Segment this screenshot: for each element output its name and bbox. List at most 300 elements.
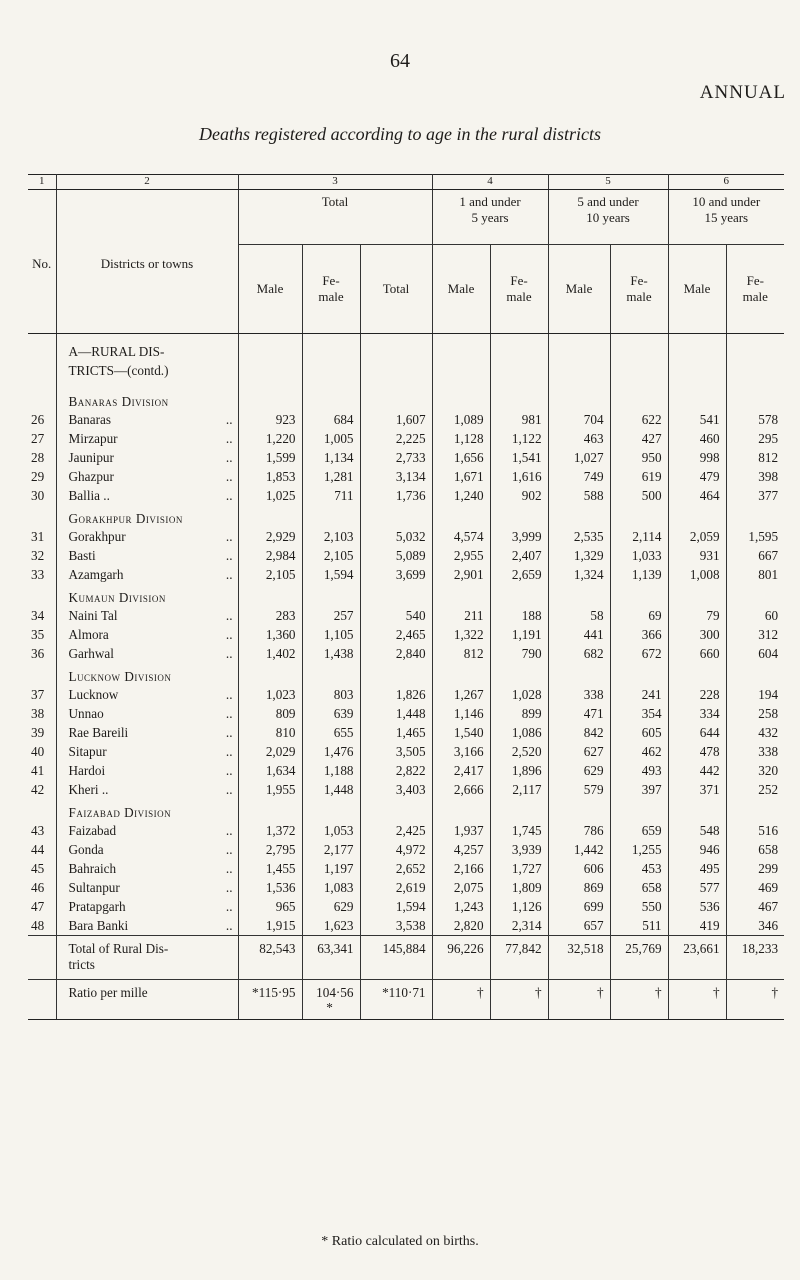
district-cell	[56, 467, 238, 486]
header-line: Fe-	[630, 273, 648, 288]
value-cell: 69	[610, 606, 668, 625]
district-name: Bara Banki	[68, 918, 129, 933]
district-name: Almora	[68, 627, 109, 642]
division-spacer	[28, 388, 56, 410]
value-cell: 1,053	[302, 821, 360, 840]
district-cell	[56, 840, 238, 859]
leader-dots: ..	[225, 763, 233, 778]
running-head: ANNUAL	[699, 82, 786, 103]
header-line: Fe-	[510, 273, 528, 288]
value-cell: 1,188	[302, 761, 360, 780]
value-cell: 1,616	[490, 467, 548, 486]
division-row	[28, 799, 784, 821]
value-cell: 2,225	[360, 429, 432, 448]
row-number: 30	[28, 486, 56, 505]
total-spacer	[28, 936, 56, 980]
value-cell: 639	[302, 704, 360, 723]
division-spacer	[28, 799, 56, 821]
value-cell: 2,619	[360, 878, 432, 897]
value-cell: 493	[610, 761, 668, 780]
value-cell: 4,574	[432, 527, 490, 546]
header-line: 1 and under	[459, 194, 521, 209]
division-row	[28, 505, 784, 527]
value-cell: 2,820	[432, 916, 490, 936]
table-row	[28, 448, 784, 467]
value-cell: 300	[668, 625, 726, 644]
value-cell: 1,243	[432, 897, 490, 916]
value-cell: 1,089	[432, 410, 490, 429]
value-cell: 1,465	[360, 723, 432, 742]
leader-dots: ..	[225, 529, 233, 544]
district-name: Pratapgarh	[68, 899, 126, 914]
ratio-label: Ratio per mille	[56, 980, 238, 1020]
value-cell: 1,322	[432, 625, 490, 644]
value-cell: 2,666	[432, 780, 490, 799]
value-cell: 1,329	[548, 546, 610, 565]
table-row	[28, 429, 784, 448]
value-cell: 619	[610, 467, 668, 486]
value-cell: 1,360	[238, 625, 302, 644]
district-cell	[56, 742, 238, 761]
leader-dots: ..	[225, 687, 233, 702]
ratio-text: †	[534, 985, 542, 1000]
value-cell: 3,134	[360, 467, 432, 486]
value-cell: 644	[668, 723, 726, 742]
ratio-spacer	[28, 980, 56, 1020]
value-cell: 371	[668, 780, 726, 799]
value-cell: 1,536	[238, 878, 302, 897]
value-cell: 1,540	[432, 723, 490, 742]
value-cell: 946	[668, 840, 726, 859]
header-age-5-10	[548, 190, 668, 245]
value-cell: 283	[238, 606, 302, 625]
value-cell: 899	[490, 704, 548, 723]
table-row	[28, 486, 784, 505]
value-cell: 842	[548, 723, 610, 742]
row-number: 48	[28, 916, 56, 936]
district-cell	[56, 878, 238, 897]
value-cell: 2,166	[432, 859, 490, 878]
table-row	[28, 780, 784, 799]
ratio-star: *	[326, 1000, 333, 1015]
col-number: 2	[56, 175, 238, 190]
col-number: 3	[238, 175, 432, 190]
value-cell: 704	[548, 410, 610, 429]
value-cell: 548	[668, 821, 726, 840]
value-cell: 902	[490, 486, 548, 505]
value-cell: 1,191	[490, 625, 548, 644]
value-cell: 467	[758, 899, 779, 914]
header-no: No.	[28, 190, 56, 334]
value-cell: 1,122	[490, 429, 548, 448]
value-cell: 397	[610, 780, 668, 799]
district-cell	[56, 780, 238, 799]
division-spacer	[28, 584, 56, 606]
value-cell: 2,105	[238, 565, 302, 584]
value-cell: 511	[610, 916, 668, 936]
value-cell: 354	[610, 704, 668, 723]
value-cell: 801	[758, 567, 779, 582]
district-name: Bahraich	[68, 861, 117, 876]
value-cell: 1,595	[748, 529, 779, 544]
value-cell: 479	[668, 467, 726, 486]
value-cell: 338	[548, 685, 610, 704]
district-name: Basti	[68, 548, 96, 563]
total-label-line: tricts	[68, 957, 95, 972]
header-female	[726, 245, 784, 334]
value-cell: 1,025	[238, 486, 302, 505]
leader-dots: ..	[225, 488, 233, 503]
value-cell: 3,999	[490, 527, 548, 546]
leader-dots: ..	[225, 823, 233, 838]
division-spacer	[28, 505, 56, 527]
value-cell: 803	[302, 685, 360, 704]
table-row	[28, 761, 784, 780]
value-cell: 1,541	[490, 448, 548, 467]
header-line: 5 and under	[577, 194, 639, 209]
value-cell: 1,594	[360, 897, 432, 916]
value-cell: 1,448	[302, 780, 360, 799]
value-cell: 442	[668, 761, 726, 780]
district-name: Ballia ..	[68, 488, 110, 503]
district-name: Lucknow	[68, 687, 119, 702]
division-name: Faizabad Division	[56, 799, 238, 821]
header-line: 15 years	[704, 210, 749, 225]
value-cell: 1,402	[238, 644, 302, 663]
value-cell: 981	[490, 410, 548, 429]
ratio-text: †	[596, 985, 604, 1000]
deaths-table	[28, 174, 784, 1020]
section-line: A—RURAL DIS-	[68, 344, 165, 359]
section-line: TRICTS—(contd.)	[68, 363, 169, 378]
row-number: 38	[28, 704, 56, 723]
row-number: 45	[28, 859, 56, 878]
district-name: Gonda	[68, 842, 104, 857]
value-cell: 1,853	[238, 467, 302, 486]
leader-dots: ..	[225, 450, 233, 465]
value-cell: 1,128	[432, 429, 490, 448]
leader-dots: ..	[225, 918, 233, 933]
total-value: 77,842	[490, 936, 548, 980]
table-row	[28, 625, 784, 644]
leader-dots: ..	[225, 646, 233, 661]
value-cell: 1,220	[238, 429, 302, 448]
value-cell: 1,623	[302, 916, 360, 936]
header-line: male	[626, 289, 652, 304]
row-number: 44	[28, 840, 56, 859]
row-number: 28	[28, 448, 56, 467]
col-number: 5	[548, 175, 668, 190]
row-number: 39	[28, 723, 56, 742]
ratio-value	[490, 980, 548, 1020]
value-cell: 500	[610, 486, 668, 505]
district-name: Ghazpur	[68, 469, 114, 484]
total-label-line: Total of Rural Dis-	[68, 941, 169, 956]
value-cell: 1,105	[302, 625, 360, 644]
value-cell: 366	[610, 625, 668, 644]
header-line: Fe-	[322, 273, 340, 288]
value-cell: 432	[758, 725, 779, 740]
value-cell: 2,984	[238, 546, 302, 565]
value-cell: 320	[758, 763, 779, 778]
value-cell: 2,117	[490, 780, 548, 799]
value-cell: 2,659	[490, 565, 548, 584]
district-cell	[56, 704, 238, 723]
table-row	[28, 565, 784, 584]
value-cell: 578	[758, 412, 779, 427]
district-cell	[56, 625, 238, 644]
value-cell: 295	[758, 431, 779, 446]
value-cell: 2,417	[432, 761, 490, 780]
leader-dots: ..	[225, 548, 233, 563]
value-cell: 1,083	[302, 878, 360, 897]
value-cell: 211	[432, 606, 490, 625]
value-cell: 1,727	[490, 859, 548, 878]
header-total-group: Total	[238, 190, 432, 245]
value-cell: 2,520	[490, 742, 548, 761]
value-cell: 453	[610, 859, 668, 878]
value-cell: 672	[610, 644, 668, 663]
value-cell: 869	[548, 878, 610, 897]
value-cell: 79	[668, 606, 726, 625]
value-cell: 629	[302, 897, 360, 916]
district-name: Rae Bareili	[68, 725, 129, 740]
row-number: 46	[28, 878, 56, 897]
value-cell: 1,005	[302, 429, 360, 448]
value-cell: 711	[302, 486, 360, 505]
district-name: Azamgarh	[68, 567, 124, 582]
value-cell: 2,901	[432, 565, 490, 584]
value-cell: 682	[548, 644, 610, 663]
ratio-text: 104·56	[316, 985, 354, 1000]
ratio-text: †	[476, 985, 484, 1000]
value-cell: 2,075	[432, 878, 490, 897]
value-cell: 1,146	[432, 704, 490, 723]
header-female	[490, 245, 548, 334]
value-cell: 1,476	[302, 742, 360, 761]
value-cell: 1,027	[548, 448, 610, 467]
table-row	[28, 840, 784, 859]
value-cell: 3,699	[360, 565, 432, 584]
leader-dots: ..	[225, 608, 233, 623]
value-cell: 627	[548, 742, 610, 761]
header-male: Male	[432, 245, 490, 334]
value-cell: 790	[490, 644, 548, 663]
row-number: 41	[28, 761, 56, 780]
value-cell: 258	[758, 706, 779, 721]
district-name: Jaunipur	[68, 450, 114, 465]
value-cell: 1,915	[238, 916, 302, 936]
value-cell: 809	[238, 704, 302, 723]
row-number: 26	[28, 410, 56, 429]
value-cell: 60	[764, 608, 779, 623]
value-cell: 1,139	[610, 565, 668, 584]
value-cell: 658	[758, 842, 779, 857]
leader-dots: ..	[225, 412, 233, 427]
value-cell: 2,840	[360, 644, 432, 663]
table-row	[28, 704, 784, 723]
value-cell: 2,059	[668, 527, 726, 546]
leader-dots: ..	[225, 880, 233, 895]
value-cell: 577	[668, 878, 726, 897]
value-cell: 241	[610, 685, 668, 704]
value-cell: 660	[668, 644, 726, 663]
section-heading	[56, 334, 238, 389]
value-cell: 2,103	[302, 527, 360, 546]
value-cell: 965	[238, 897, 302, 916]
header-male: Male	[548, 245, 610, 334]
header-male: Male	[238, 245, 302, 334]
total-label	[56, 936, 238, 980]
table-row	[28, 742, 784, 761]
leader-dots: ..	[225, 899, 233, 914]
value-cell: 1,008	[668, 565, 726, 584]
district-cell	[56, 821, 238, 840]
row-number: 32	[28, 546, 56, 565]
value-cell: 312	[758, 627, 779, 642]
ratio-text: †	[654, 985, 662, 1000]
value-cell: 1,023	[238, 685, 302, 704]
value-cell: 4,257	[432, 840, 490, 859]
value-cell: 2,177	[302, 840, 360, 859]
table-row	[28, 723, 784, 742]
value-cell: 1,955	[238, 780, 302, 799]
district-name: Garhwal	[68, 646, 114, 661]
header-female	[610, 245, 668, 334]
district-name: Unnao	[68, 706, 104, 721]
header-male: Male	[668, 245, 726, 334]
value-cell: 3,166	[432, 742, 490, 761]
value-cell: 2,652	[360, 859, 432, 878]
leader-dots: ..	[225, 861, 233, 876]
col-number: 4	[432, 175, 548, 190]
district-cell	[56, 859, 238, 878]
value-cell: 334	[668, 704, 726, 723]
district-cell	[56, 486, 238, 505]
ratio-value	[432, 980, 490, 1020]
ratio-value	[238, 980, 302, 1020]
district-cell	[56, 685, 238, 704]
total-value: 96,226	[432, 936, 490, 980]
value-cell: 398	[758, 469, 779, 484]
division-name: Banaras Division	[56, 388, 238, 410]
leader-dots: ..	[225, 627, 233, 642]
value-cell: 1,267	[432, 685, 490, 704]
division-spacer	[28, 663, 56, 685]
value-cell: 377	[758, 488, 779, 503]
ratio-value	[668, 980, 726, 1020]
row-number: 27	[28, 429, 56, 448]
value-cell: 2,407	[490, 546, 548, 565]
district-name: Gorakhpur	[68, 529, 126, 544]
page-number: 64	[390, 50, 410, 72]
row-number: 43	[28, 821, 56, 840]
value-cell: 427	[610, 429, 668, 448]
header-line: 10 years	[586, 210, 630, 225]
row-number: 47	[28, 897, 56, 916]
value-cell: 658	[610, 878, 668, 897]
row-number: 42	[28, 780, 56, 799]
value-cell: 3,505	[360, 742, 432, 761]
value-cell: 3,939	[490, 840, 548, 859]
value-cell: 516	[758, 823, 779, 838]
table-row	[28, 916, 784, 936]
value-cell: 1,937	[432, 821, 490, 840]
value-cell: 463	[548, 429, 610, 448]
table-row	[28, 897, 784, 916]
header-districts: Districts or towns	[56, 190, 238, 334]
value-cell: 931	[668, 546, 726, 565]
value-cell: 464	[668, 486, 726, 505]
leader-dots: ..	[225, 725, 233, 740]
row-number: 33	[28, 565, 56, 584]
total-value: 63,341	[302, 936, 360, 980]
value-cell: 588	[548, 486, 610, 505]
district-cell	[56, 429, 238, 448]
leader-dots: ..	[225, 782, 233, 797]
division-row	[28, 388, 784, 410]
value-cell: 2,955	[432, 546, 490, 565]
ratio-value	[548, 980, 610, 1020]
col-number: 6	[668, 175, 784, 190]
row-number: 40	[28, 742, 56, 761]
value-cell: 1,634	[238, 761, 302, 780]
district-cell	[56, 410, 238, 429]
leader-dots: ..	[225, 744, 233, 759]
value-cell: 495	[668, 859, 726, 878]
value-cell: 257	[302, 606, 360, 625]
value-cell: 2,425	[360, 821, 432, 840]
table-row	[28, 644, 784, 663]
value-cell: 655	[302, 723, 360, 742]
value-cell: 606	[548, 859, 610, 878]
group-header-row	[28, 190, 784, 245]
district-cell	[56, 723, 238, 742]
value-cell: 950	[610, 448, 668, 467]
header-age-10-15	[668, 190, 784, 245]
total-value: 82,543	[238, 936, 302, 980]
district-cell	[56, 546, 238, 565]
row-number: 37	[28, 685, 56, 704]
value-cell: 1,745	[490, 821, 548, 840]
ratio-text: *115·95	[252, 985, 296, 1000]
value-cell: 605	[610, 723, 668, 742]
header-age-1-5	[432, 190, 548, 245]
table-title: Deaths registered according to age in the rural districts	[199, 124, 601, 144]
value-cell: 2,535	[548, 527, 610, 546]
table-row	[28, 821, 784, 840]
header-total: Total	[360, 245, 432, 334]
district-cell	[56, 606, 238, 625]
value-cell: 749	[548, 467, 610, 486]
district-name: Naini Tal	[68, 608, 118, 623]
value-cell: 2,314	[490, 916, 548, 936]
table-row	[28, 859, 784, 878]
header-line: male	[506, 289, 532, 304]
table-row	[28, 685, 784, 704]
value-cell: 441	[548, 625, 610, 644]
value-cell: 812	[758, 450, 779, 465]
header-line: male	[318, 289, 344, 304]
value-cell: 667	[758, 548, 779, 563]
district-name: Faizabad	[68, 823, 117, 838]
value-cell: 194	[758, 687, 779, 702]
division-name: Kumaun Division	[56, 584, 238, 606]
leader-dots: ..	[225, 567, 233, 582]
value-cell: 1,028	[490, 685, 548, 704]
table-row	[28, 527, 784, 546]
value-cell: 998	[668, 448, 726, 467]
